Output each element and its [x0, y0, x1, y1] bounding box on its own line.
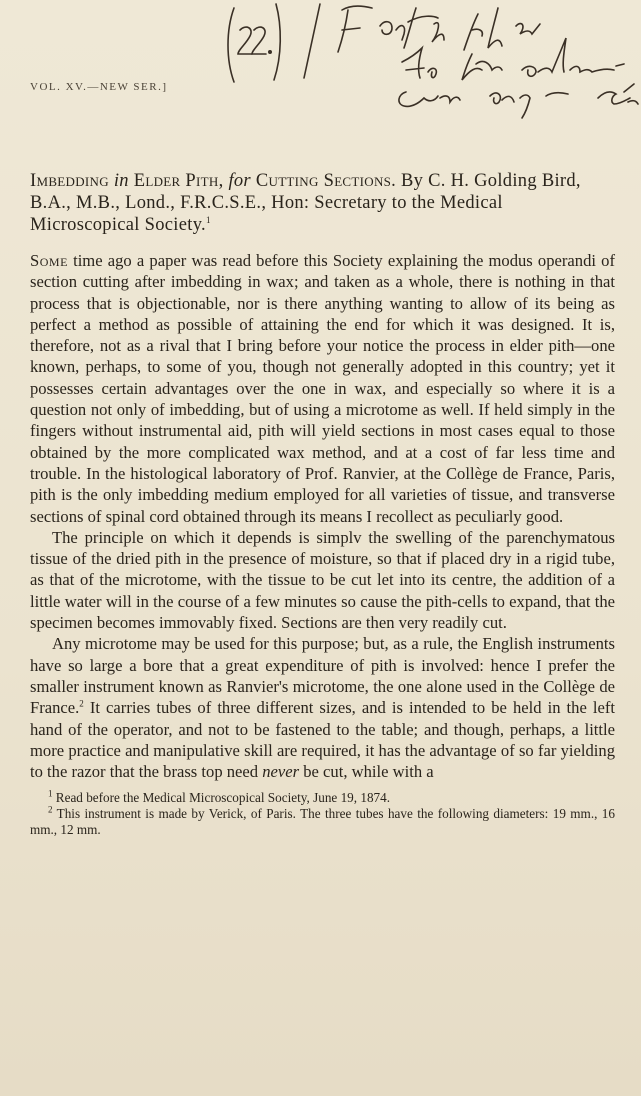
footnote-ref-1: 1 [205, 214, 211, 225]
title-text-2: Elder Pith, [128, 171, 229, 191]
title-for: for [228, 171, 251, 191]
paragraph-3 [30, 633, 615, 782]
handwriting-strokes [220, 0, 641, 120]
title-text-1: Imbedding [30, 171, 114, 191]
paragraph-3-text-b: It carries tubes of three different sizes, and is intended to be held in the left hand of the operator, and not to be fastened to the table; and though, perhaps, a little more practice and manipulative skill are required, it has the advantage of so far yielding to the razor that the brass top need [30, 698, 615, 782]
title-in: in [113, 171, 129, 191]
footnotes [30, 790, 615, 838]
footnote-1-mark: 1 [48, 789, 53, 800]
handwritten-inscription [220, 0, 641, 120]
footnote-2-text: This instrument is made by Verick, of Paris. The three tubes have the following diameters: 19 mm., 16 mm., 12 mm. [30, 806, 615, 838]
footnote-1 [30, 790, 615, 806]
article-title [30, 170, 615, 236]
paragraph-2: The principle on which it depends is simplv the swelling of the parenchymatous tissue of the dried pith in the presence of moisture, so that if placed dry in a rigid tube, as that of the microtome, with the tissue to be cut let into its centre, the addition of a little water will in the course of a few minutes so cause the pith-cells to expand, that the specimen becomes immovably fixed. Sections are then very readily cut. [30, 527, 615, 633]
article-body [30, 250, 615, 782]
footnote-ref-2: 2 [79, 698, 84, 709]
paragraph-1 [30, 250, 615, 527]
paragraph-3-never: never [262, 762, 300, 782]
title-text-3: Cutting Sections. [250, 171, 397, 191]
paragraph-3-text-a: Any microtome may be used for this purpose; but, as a rule, the English instruments have so large a bore that a great expenditure of pith is involved: hence I prefer the smaller instrument known as Ranvier's microtome, the one alone used in the Collège de France. [30, 634, 615, 718]
footnote-2 [30, 806, 615, 838]
paragraph-1-text: time ago a paper was read before this Society explaining the modus operandi of section cutting after imbedding in wax; and taken as a whole, there is nothing in that process that is objectionable, nor is there anything wanting to allow of its being as perfect a method as possible of attaining the end for which it was designed. It is, therefore, not as a rival that I bring before your notice the process in elder pith—one known, perhaps, to some of you, though not generally adopted in this country; yet it possesses certain advantages over the one in wax, and especially so where it is a question not only of imbedding, but of using a microtome as well. If held simply in the fingers without instrumental aid, pith will yield sections in most cases equal to those obtained by the more complicated wax method, and at a cost of far less time and trouble. In the histological laboratory of Prof. Ranvier, at the Collège de France, Paris, pith is the only imbedding medium employed for all varieties of tissue, and transverse sections of spinal cord obtained through its means I recollect as peculiarly good. [30, 251, 615, 526]
volume-header: VOL. XV.—NEW SER.] [30, 81, 168, 93]
footnote-2-mark: 2 [48, 805, 53, 816]
paragraph-1-lead: Some [30, 251, 68, 270]
footnote-1-text: Read before the Medical Microscopical Society, June 19, 1874. [52, 790, 391, 806]
article-content [30, 170, 615, 838]
article-author: By C. H. Golding Bird, B.A., M.B., Lond., F.R.C.S.E., Hon: Secretary to the Medical Microscopical Society. [30, 171, 581, 235]
paragraph-3-text-c: be cut, while with a [299, 762, 434, 782]
